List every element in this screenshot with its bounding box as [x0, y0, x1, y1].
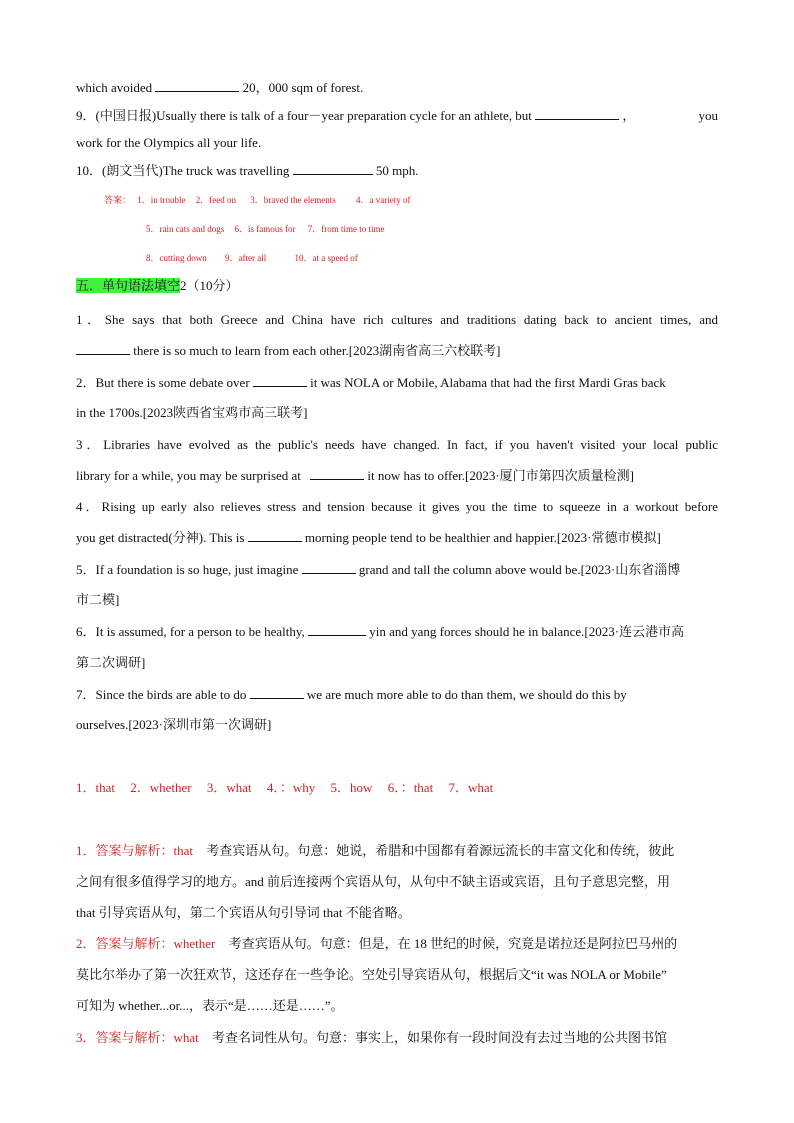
- question-3-line-2: library for a while, you may be surprised at it now has to offer.[2023·厦门市第四次质量检测]: [76, 468, 635, 483]
- answer-blank: [302, 561, 356, 574]
- prev-answers-row-3: 8．cutting down 9．after all 10．at a speed of: [146, 253, 358, 263]
- answer-blank: [248, 529, 302, 542]
- answer-blank: [155, 79, 239, 92]
- answer-blank: [250, 686, 304, 699]
- question-3-line-1: 3．Libraries have evolved as the public's needs have changed. In fact, if you haven't visited your local public: [76, 437, 718, 452]
- section-title: 五．单句语法填空: [76, 278, 181, 293]
- question-9-line-2: work for the Olympics all your life.: [76, 135, 262, 150]
- explanation-3-line-1: 3．答案与解析：what 考查名词性从句。句意：事实上，如果你有一段时间没有去过当地的公共图书馆: [76, 1030, 668, 1045]
- explanation-1-line-1: 1．答案与解析：that 考查宾语从句。句意：她说，希腊和中国都有着源远流长的丰富文化和传统，彼此: [76, 843, 675, 858]
- explanation-2-line-3: 可知为 whether...or...，表示“是……还是……”。: [76, 998, 344, 1013]
- explanation-2-line-2: 莫比尔举办了第一次狂欢节，这还存在一些争论。空处引导宾语从句，根据后文“it was NOLA or Mobile”: [76, 967, 667, 982]
- question-10: 10．(朗文当代)The truck was travelling 50 mph.: [76, 163, 419, 178]
- question-4-line-1: 4．Rising up early also relieves stress and tension because it gives you the time to squeeze in a workout before: [76, 499, 718, 514]
- answer-blank: [535, 107, 619, 120]
- question-8-tail: which avoided 20，000 sqm of forest.: [76, 80, 364, 95]
- answer-blank: [293, 162, 373, 175]
- prev-answers-row-2: 5．rain cats and dogs 6．is famous for 7．from time to time: [146, 224, 385, 234]
- prev-answers-row-1: 答案： 1．in trouble 2．feed on 3．braved the elements 4．a variety of: [104, 195, 411, 205]
- question-4-line-2: you get distracted(分神). This is morning people tend to be healthier and happier.[2023·常德市模拟]: [76, 530, 661, 545]
- question-7-line-2: ourselves.[2023·深圳市第一次调研]: [76, 717, 272, 732]
- question-2-line-1: 2．But there is some debate over it was NOLA or Mobile, Alabama that had the first Mardi Gras back: [76, 375, 666, 390]
- answer-key: 1．that 2．whether 3．what 4．：why 5．how 6．：that 7．what: [76, 780, 494, 795]
- question-6-line-2: 第二次调研]: [76, 655, 146, 670]
- explanation-label: 1．答案与解析：that: [76, 843, 193, 858]
- answer-blank: [310, 467, 364, 480]
- answer-blank: [253, 374, 307, 387]
- question-2-line-2: in the 1700s.[2023陕西省宝鸡市高三联考]: [76, 405, 308, 420]
- explanation-1-line-3: that 引导宾语从句，第二个宾语从句引导词 that 不能省略。: [76, 905, 411, 920]
- section-score: 2（10分）: [180, 278, 239, 293]
- section-heading: [76, 277, 718, 295]
- question-5-line-1: 5．If a foundation is so huge, just imagine grand and tall the column above would be.[2023·山东省淄博: [76, 562, 681, 577]
- question-1-line-1: 1．She says that both Greece and China have rich cultures and traditions dating back to ancient times, and: [76, 312, 718, 327]
- explanation-label: 2．答案与解析：whether: [76, 936, 216, 951]
- question-6-line-1: 6．It is assumed, for a person to be healthy, yin and yang forces should he in balance.[2023·连云港市高: [76, 624, 685, 639]
- answer-blank: [308, 623, 366, 636]
- question-7-line-1: 7．Since the birds are able to do we are much more able to do than them, we should do this by: [76, 687, 627, 702]
- explanation-label: 3．答案与解析：what: [76, 1030, 199, 1045]
- question-1-line-2: there is so much to learn from each other.[2023湖南省高三六校联考]: [76, 342, 718, 360]
- answer-blank: [76, 342, 130, 355]
- explanation-2-line-1: 2．答案与解析：whether 考查宾语从句。句意：但是，在 18 世纪的时候，究竟是诺拉还是阿拉巴马州的: [76, 936, 678, 951]
- question-5-line-2: 市二模]: [76, 592, 120, 607]
- question-9-line-1: 9．(中国日报)Usually there is talk of a four－year preparation cycle for an athlete, but ， you: [76, 108, 718, 123]
- explanation-1-line-2: 之间有很多值得学习的地方。and 前后连接两个宾语从句，从句中不缺主语或宾语，且句子意思完整，用: [76, 874, 671, 889]
